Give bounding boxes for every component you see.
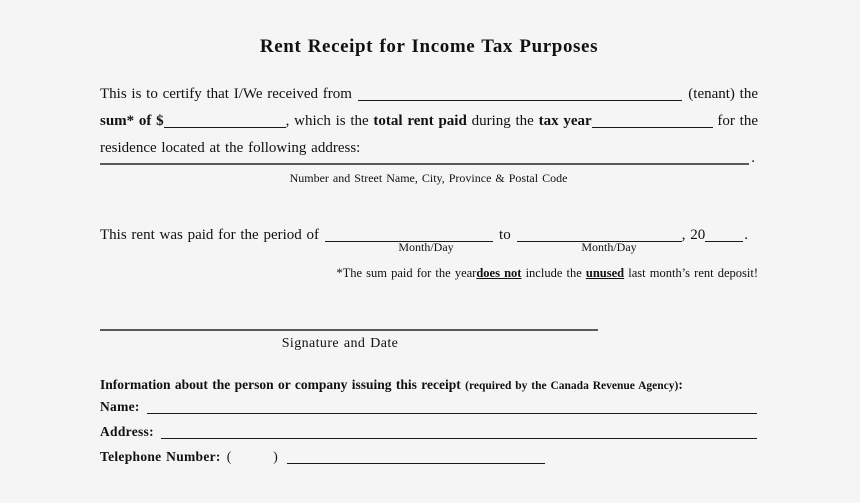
month-day-caption-to: Month/Day — [581, 240, 637, 254]
certify-line3-text: residence located at the following address: — [100, 140, 361, 156]
certify-line2-suffix: for the — [712, 113, 758, 129]
certify-line2-mid2: during the — [466, 113, 539, 129]
name-label: Name: — [100, 399, 140, 414]
footnote-pre: *The sum paid for the year — [336, 266, 477, 280]
period-text: This rent was paid for the period of — [100, 227, 320, 243]
sum-amount-blank — [164, 127, 286, 128]
issuer-heading — [100, 377, 760, 393]
period-terminator: . — [744, 227, 748, 243]
issuer-heading-note: (required by the Canada Revenue Agency) — [465, 380, 679, 392]
year-blank — [705, 241, 743, 242]
address-blank-row — [100, 151, 755, 167]
footnote-unused: unused — [585, 266, 625, 280]
address-row — [100, 424, 757, 440]
issuer-address-blank — [161, 438, 757, 439]
certify-line-1 — [100, 76, 758, 103]
tax-year-label: tax year — [538, 113, 592, 129]
period-to-text: to — [499, 227, 511, 243]
footnote-post: last month’s rent deposit! — [624, 266, 758, 280]
name-row — [100, 399, 757, 415]
period-comma-year: , 20 — [681, 227, 706, 243]
certify-paragraph — [100, 76, 758, 157]
address-caption: Number and Street Name, City, Province & Postal Code — [289, 171, 568, 185]
phone-number-blank — [287, 463, 545, 464]
tax-year-blank — [592, 127, 713, 128]
area-code-close-paren: ) — [273, 449, 278, 464]
issuer-heading-main: Information about the person or company issuing this receipt — [100, 377, 466, 392]
residence-address-blank — [100, 163, 749, 165]
area-code-open-paren: ( — [226, 449, 232, 464]
name-blank — [147, 413, 757, 414]
total-rent-paid-label: total rent paid — [373, 113, 467, 129]
phone-row — [100, 449, 757, 465]
footnote-does-not: does not — [476, 266, 522, 280]
address-label: Address: — [100, 424, 154, 439]
certify-line-2 — [100, 103, 758, 130]
certify-line1-text: This is to certify that I/We received from — [100, 86, 352, 102]
month-day-caption-from: Month/Day — [398, 240, 454, 254]
certify-line1-suffix: (tenant) the — [688, 86, 758, 102]
address-line-period: . — [751, 150, 755, 166]
signature-line — [100, 329, 598, 331]
footnote-mid: include the — [521, 266, 586, 280]
certify-line2-mid1: , which is the — [285, 113, 374, 129]
sum-label: sum* of $ — [100, 113, 164, 129]
deposit-footnote — [100, 266, 758, 281]
tenant-name-blank — [358, 100, 682, 101]
form-title: Rent Receipt for Income Tax Purposes — [259, 36, 599, 57]
signature-caption: Signature and Date — [281, 336, 399, 351]
phone-label: Telephone Number: — [100, 449, 221, 464]
issuer-heading-colon: : — [678, 377, 683, 392]
